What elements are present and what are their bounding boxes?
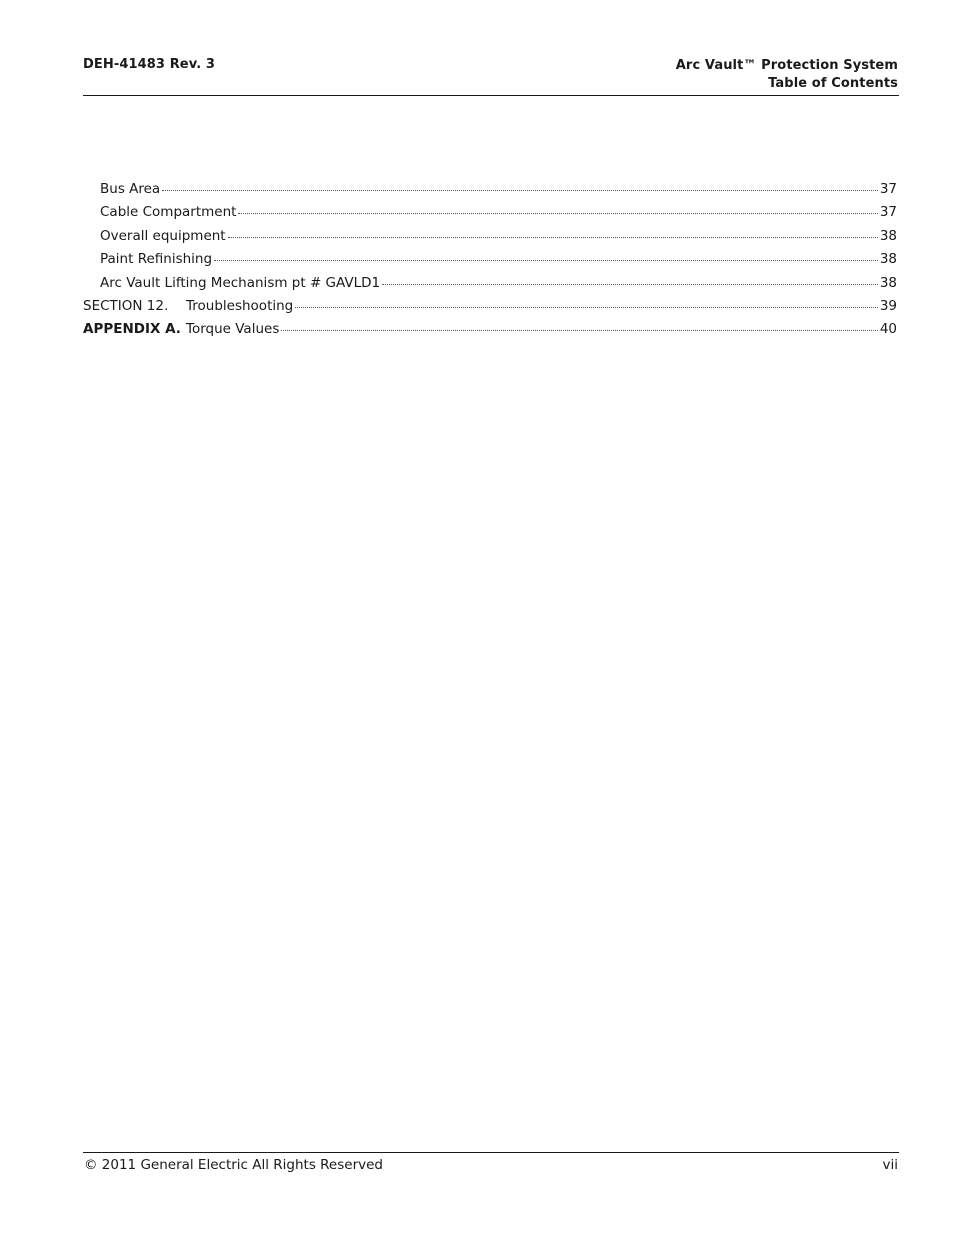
product-title: Arc Vault™ Protection System xyxy=(675,58,898,73)
toc-entry-appendix-a[interactable] xyxy=(83,321,897,344)
toc-dot-leader xyxy=(382,284,878,285)
toc-entry-prefix: APPENDIX A. xyxy=(83,321,181,338)
toc-entry-lifting-mechanism[interactable] xyxy=(83,275,897,298)
page-header xyxy=(83,56,899,96)
header-titles xyxy=(676,57,898,93)
document-id: DEH-41483 Rev. 3 xyxy=(83,57,216,72)
toc-entry-prefix: SECTION 12. xyxy=(83,297,169,314)
page-number: vii xyxy=(882,1157,898,1173)
toc-entry-page: 37 xyxy=(879,204,897,221)
toc-entry-page: 38 xyxy=(879,274,897,291)
toc-dot-leader xyxy=(295,307,878,308)
toc-entry-page: 38 xyxy=(879,251,897,268)
toc-entry-title: Troubleshooting xyxy=(186,297,294,314)
table-of-contents xyxy=(83,181,897,345)
toc-dot-leader xyxy=(162,190,878,191)
toc-entry-page: 37 xyxy=(879,181,897,197)
toc-entry-page: 40 xyxy=(879,321,897,338)
toc-entry-paint-refinishing[interactable] xyxy=(83,251,897,274)
toc-entry-cable-compartment[interactable] xyxy=(83,204,897,227)
toc-entry-title: Bus Area xyxy=(100,181,161,197)
toc-entry-title: Arc Vault Lifting Mechanism pt # GAVLD1 xyxy=(100,274,381,291)
toc-entry-title: Torque Values xyxy=(186,321,280,338)
toc-entry-title: Cable Compartment xyxy=(100,204,237,221)
toc-entry-title: Paint Refinishing xyxy=(100,251,213,268)
page-footer xyxy=(83,1152,899,1173)
toc-entry-page: 38 xyxy=(879,227,897,244)
toc-entry-bus-area[interactable] xyxy=(83,181,897,204)
toc-entry-overall-equipment[interactable] xyxy=(83,228,897,251)
toc-dot-leader xyxy=(238,213,877,214)
toc-entry-page: 39 xyxy=(879,297,897,314)
toc-dot-leader xyxy=(281,330,877,331)
toc-dot-leader xyxy=(214,260,878,261)
toc-entry-section-12[interactable] xyxy=(83,298,897,321)
toc-dot-leader xyxy=(228,237,878,238)
toc-entry-title: Overall equipment xyxy=(100,227,226,244)
section-title: Table of Contents xyxy=(768,76,898,91)
copyright-notice: © 2011 General Electric All Rights Reserved xyxy=(84,1157,383,1173)
